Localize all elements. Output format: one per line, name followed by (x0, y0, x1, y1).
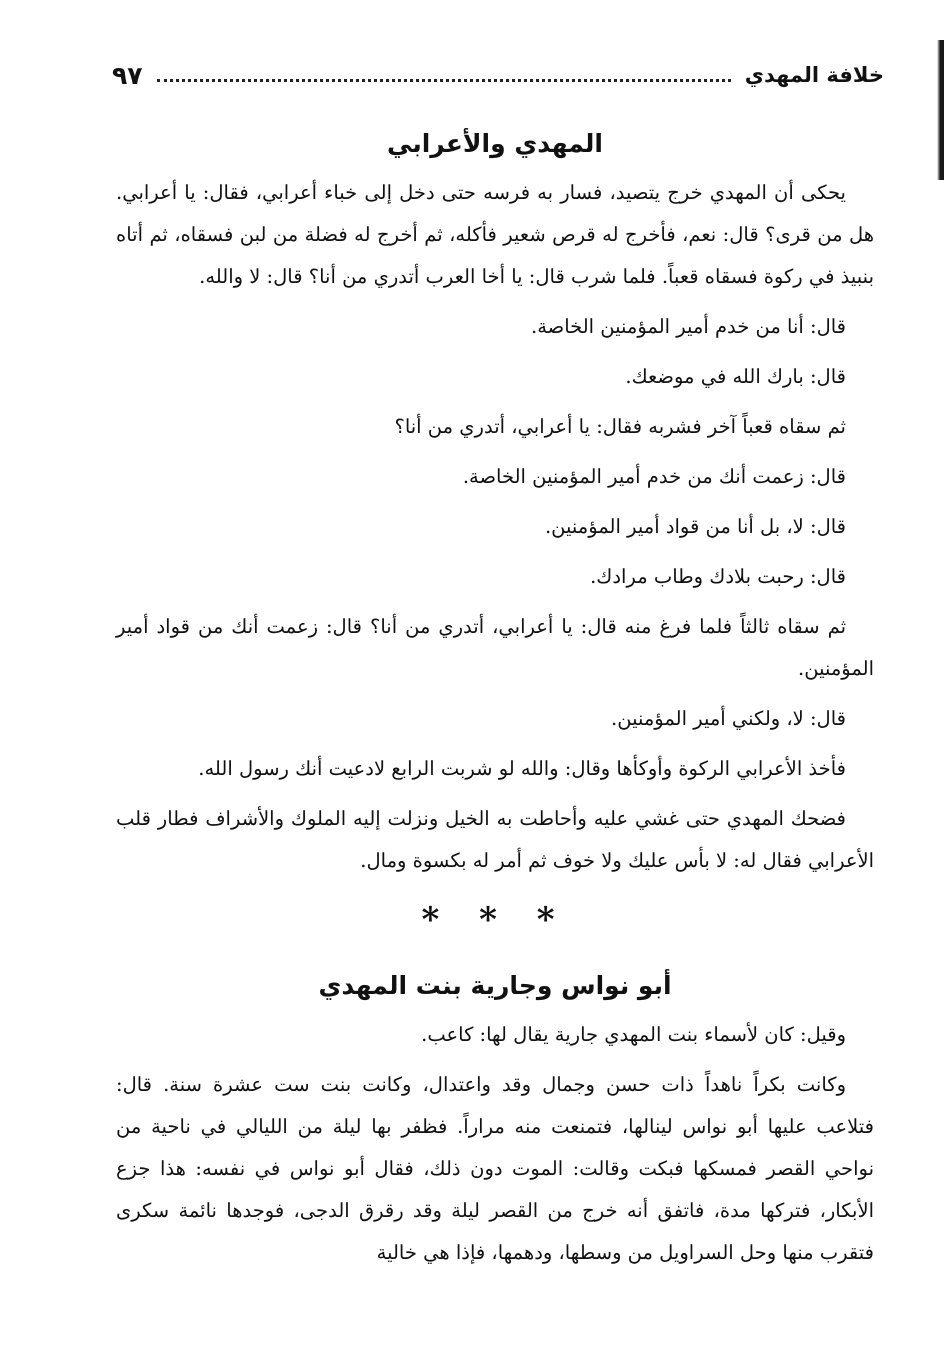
header-dot-leader (157, 79, 731, 82)
story-paragraph: وكانت بكراً ناهداً ذات حسن وجمال وقد واعتدال، وكانت بنت ست عشرة سنة. قال: فتلاعب عليها أبو نواس لينالها، فتمنعت منه مراراً. فظفر بها ليلة من الليالي في ناحية من نواحي القصر فمسكها فبكت وقالت: الموت دون ذلك، فقال أبو نواس في نفسه: هذا جزع الأبكار، فتركها مدة، فاتفق أنه خرج من القصر ليلة وقد رقرق الدجى، فوجدها نائمة سكرى فتقرب منها وحل السراويل من وسطها، ودهمها، فإذا هي خالية (116, 1073, 874, 1264)
dialogue-line: قال: زعمت أنك من خدم أمير المؤمنين الخاصة. (462, 465, 846, 488)
story-paragraph: وقيل: كان لأسماء بنت المهدي جارية يقال لها: كاعب. (421, 1023, 846, 1046)
dialogue-line: قال: لا، ولكني أمير المؤمنين. (611, 707, 846, 730)
section-title-abu-nuwas: أبو نواس وجارية بنت المهدي (318, 971, 672, 1000)
header-title: خلافة المهدي (744, 63, 884, 87)
section-separator: * * * (421, 900, 569, 940)
page-content (116, 122, 874, 1282)
binding-shadow (937, 40, 944, 180)
story-paragraph: فضحك المهدي حتى غشي عليه وأحاطت به الخيل ونزلت إليه الملوك والأشراف فطار قلب الأعرابي فقال له: لا بأس عليك ولا خوف ثم أمر له بكسوة ومال. (116, 807, 874, 872)
dialogue-line: قال: بارك الله في موضعك. (625, 365, 846, 388)
dialogue-line: ثم سقاه قعباً آخر فشربه فقال: يا أعرابي، أتدري من أنا؟ (394, 415, 846, 438)
story-paragraph: ثم سقاه ثالثاً فلما فرغ منه قال: يا أعرابي، أتدري من أنا؟ قال: زعمت أنك من قواد أمير المؤمنين. (116, 615, 874, 680)
dialogue-line: فأخذ الأعرابي الركوة وأوكأها وقال: والله لو شربت الرابع لادعيت أنك رسول الله. (198, 757, 846, 780)
story-paragraph: يحكى أن المهدي خرج يتصيد، فسار به فرسه حتى دخل إلى خباء أعرابي، فقال: يا أعرابي. هل من قرى؟ قال: نعم، فأخرج له قرص شعير فأكله، ثم أخرج له فضلة من لبن فسقاه، ثم أتاه بنبيذ في ركوة فسقاه قعباً. فلما شرب قال: يا أخا العرب أتدري من أنا؟ قال: لا والله. (116, 181, 874, 288)
dialogue-line: قال: رحبت بلادك وطاب مرادك. (590, 565, 846, 588)
dialogue-line: قال: لا، بل أنا من قواد أمير المؤمنين. (544, 515, 846, 538)
page-number: ٩٧ (112, 60, 143, 90)
dialogue-line: قال: أنا من خدم أمير المؤمنين الخاصة. (531, 315, 846, 338)
section-title-mahdi-bedouin: المهدي والأعرابي (387, 129, 603, 158)
running-header (112, 58, 884, 92)
